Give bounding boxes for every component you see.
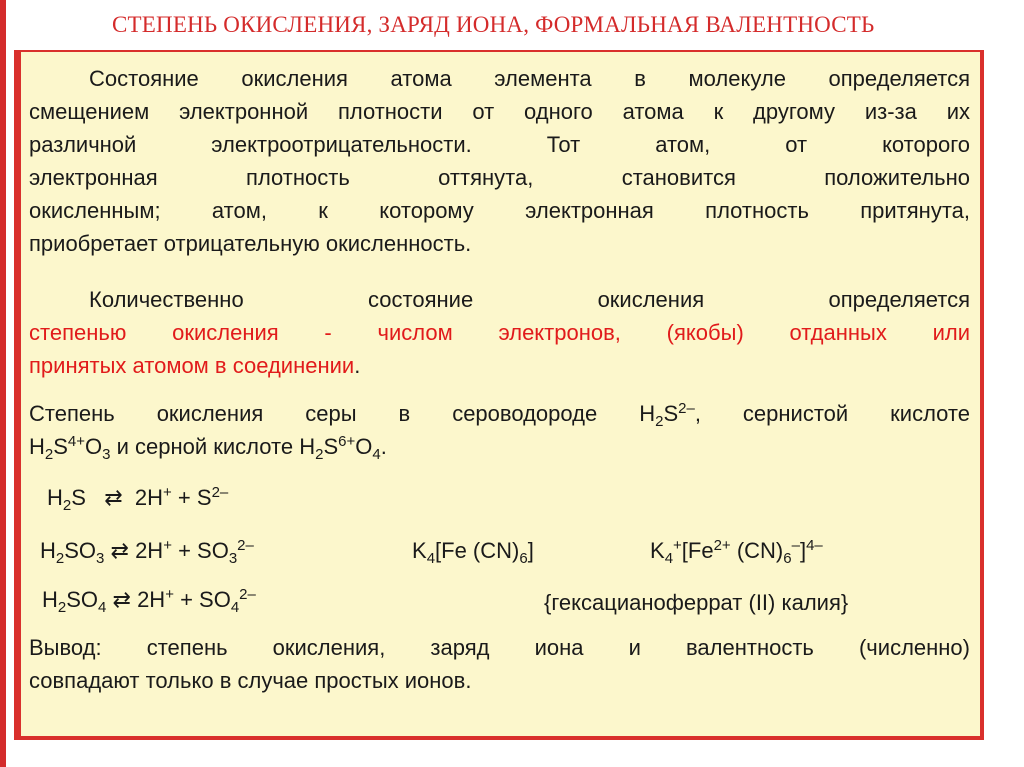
p3-end: . [380, 434, 387, 459]
p3-text: Степень окисления серы в сероводороде H [29, 401, 656, 426]
p1-line-5: окисленным; атом, к которому электронная плотность притянута, [29, 198, 970, 223]
equation-h2so4: $H_2SO_4$ ⇄ $2H^+ + SO_4^{2-}$ [42, 586, 256, 616]
left-accent-bar [0, 0, 6, 767]
p2-highlight-line-1: степенью окисления - числом электронов, (якобы) отданных или [29, 320, 970, 345]
p3-line-2: $H_2S^{4+}O_3$ и серной кислоте $H_2S^{6+}O_4$. [29, 433, 387, 463]
p2-intro: Количественно состояние окисления определяется [89, 287, 970, 312]
p2-end: . [354, 353, 361, 378]
complex-name: {гексацианоферрат (II) калия} [544, 590, 849, 615]
p2-highlight-line-2: принятых атомом в соединении [29, 353, 355, 378]
p3-line-1: Степень окисления серы в сероводороде $H_2S^{2-}$, сернистой кислоте [29, 400, 970, 430]
equation-h2so3: $H_2SO_3$ ⇄ $2H^+ + SO_3^{2-}$ [40, 537, 254, 567]
p3-trail: , сернистой кислоте [694, 401, 970, 426]
conclusion [29, 631, 970, 697]
complex-formula-1: $K_4[Fe$ $(CN)_6$] [412, 538, 534, 567]
paragraph-1 [29, 62, 970, 260]
p1-line-2: смещением электронной плотности от одного атома к другому из-за их [29, 99, 970, 124]
p1-line-3: различной электроотрицательности. Тот атом, от которого [29, 132, 970, 157]
slide-title: СТЕПЕНЬ ОКИСЛЕНИЯ, ЗАРЯД ИОНА, ФОРМАЛЬНАЯ ВАЛЕНТНОСТЬ [112, 12, 875, 37]
conclusion-line-2: совпадают только в случае простых ионов. [29, 668, 472, 693]
paragraph-3 [29, 397, 970, 463]
conclusion-line-1: Вывод: степень окисления, заряд иона и валентность (численно) [29, 635, 970, 660]
p3-text-2: и серной кислоте H [110, 434, 316, 459]
p1-line-4: электронная плотность оттянута, становится положительно [29, 165, 970, 190]
paragraph-2 [29, 283, 970, 382]
p1-line-6: приобретает отрицательную окисленность. [29, 231, 472, 256]
equation-h2s: $H_2S$ ⇄ $2H^+ + S^{2-}$ [47, 484, 229, 514]
p2-line-3 [29, 349, 970, 382]
p1-line-1: Состояние окисления атома элемента в молекуле определяется [89, 66, 970, 91]
complex-formula-2: $K_4^+[Fe^{2+}$ $(CN)_6^-]^{4-}$ [650, 537, 823, 567]
